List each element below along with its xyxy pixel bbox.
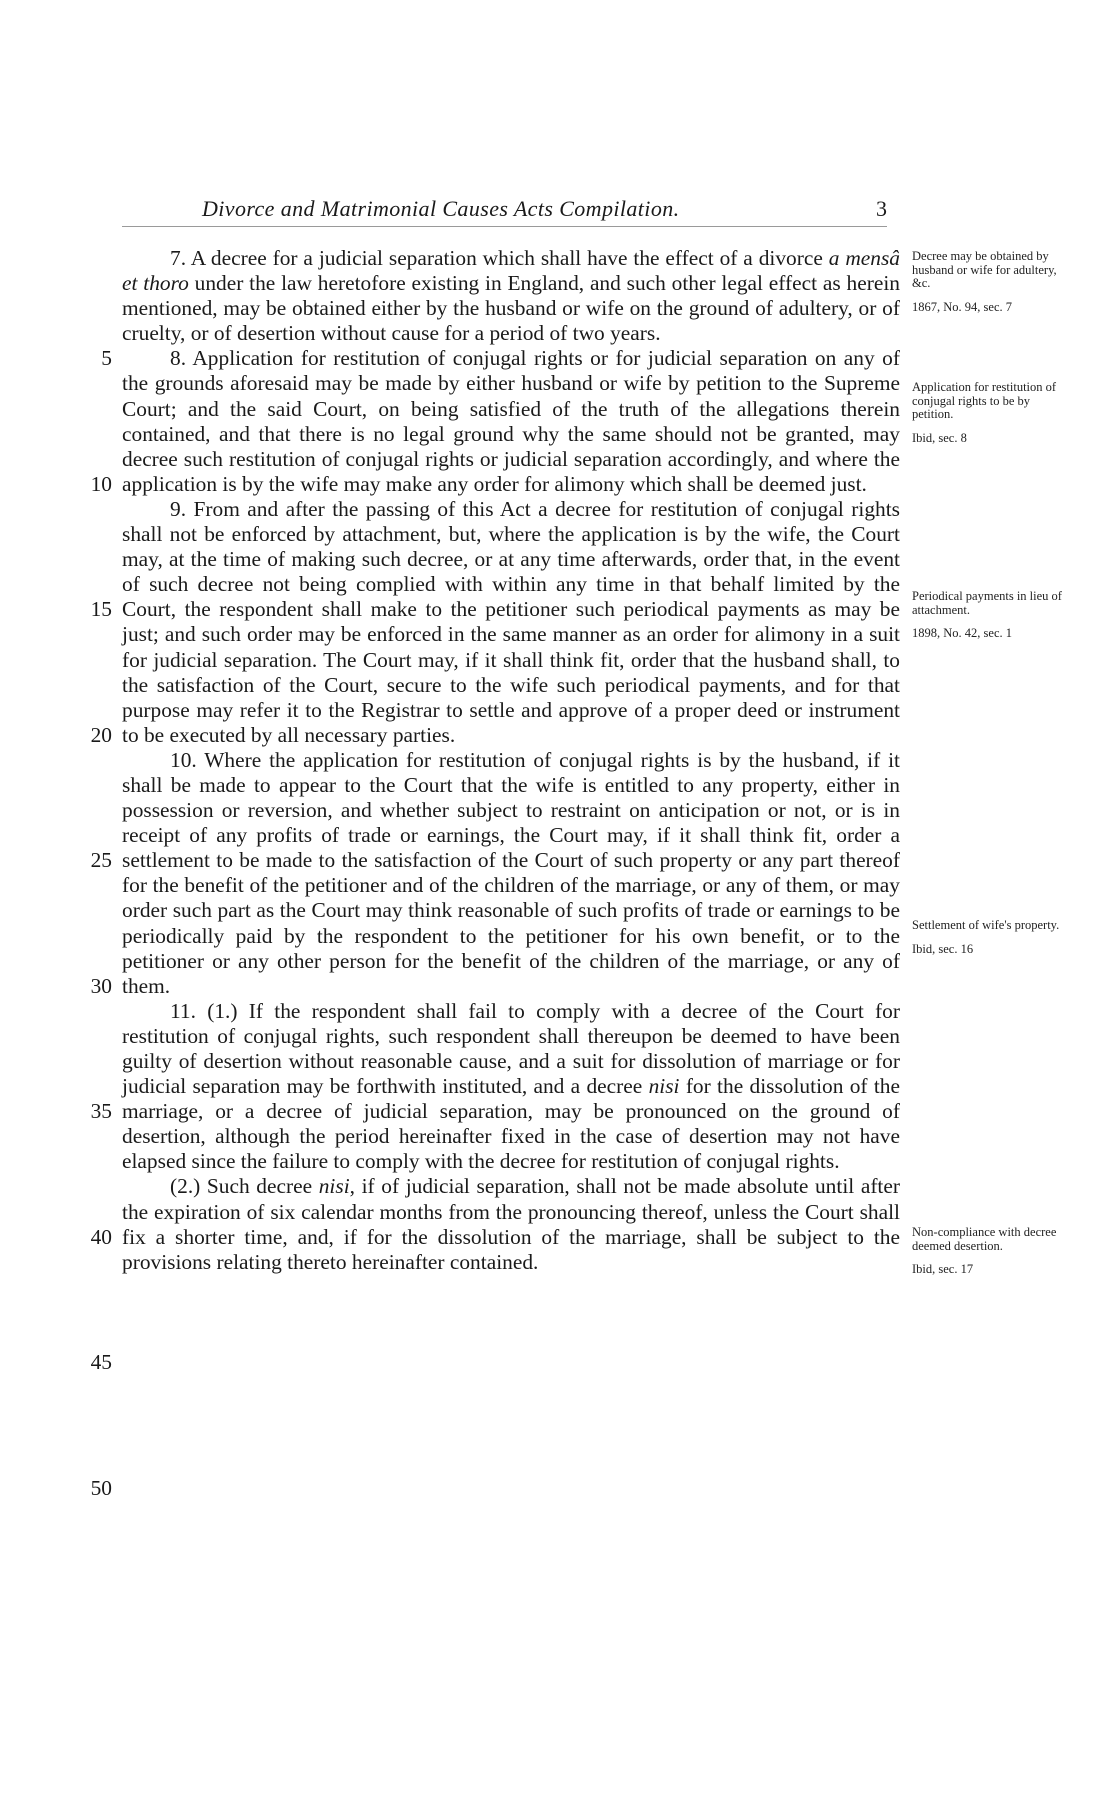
margin-note-text: Settlement of wife's property. — [912, 918, 1060, 932]
line-number — [82, 622, 112, 647]
line-number: 40 — [90, 1224, 112, 1249]
line-number: 10 — [90, 471, 112, 496]
line-number: 45 — [90, 1350, 112, 1375]
line-number — [82, 924, 112, 949]
line-number — [82, 1074, 112, 1099]
margin-note-10 — [912, 919, 1062, 956]
line-number — [82, 1375, 112, 1400]
line-number — [82, 1300, 112, 1325]
margin-citation: Ibid, sec. 8 — [912, 430, 967, 445]
line-number — [82, 898, 112, 923]
line-number — [82, 949, 112, 974]
margin-citation: 1898, No. 42, sec. 1 — [912, 626, 1012, 640]
line-number — [82, 1174, 112, 1199]
latin-phrase: nisi — [648, 1074, 680, 1099]
body-text — [122, 246, 900, 1275]
line-number — [82, 999, 112, 1024]
page-number: 3 — [876, 196, 887, 221]
line-number — [82, 773, 112, 798]
section-7: 7. A decree for a judicial separation which shall have the effect of a divorce a mensâ et thoro under the law heretofore existing in England, and such other legal effect as herein mentioned, may be obtained either by the husband or wife on the ground of adultery, or of cruelty, or of desertion without cause for a period of two years. — [122, 246, 900, 346]
line-numbers — [82, 246, 112, 1501]
line-number — [82, 1275, 112, 1300]
line-number — [82, 1325, 112, 1350]
line-number — [82, 1049, 112, 1074]
line-number — [82, 748, 112, 773]
line-number — [82, 1124, 112, 1149]
section-11-1: 11. (1.) If the respondent shall fail to comply with a decree of the Court for restitution of conjugal rights, such respondent shall thereupon be deemed to have been guilty of desertion without reasonable cause, and a suit for dissolution of marriage or for judicial separation may be forthwith instituted, and a decree nisi for the dissolution of the marriage, or a decree of judicial separation, may be pronounced on the ground of desertion, although the period hereinafter fixed in the case of desertion may not have elapsed since the failure to comply with the decree for restitution of conjugal rights. — [122, 998, 900, 1174]
line-number — [82, 1400, 112, 1425]
line-number — [82, 271, 112, 296]
line-number — [82, 422, 112, 447]
section-10: 10. Where the application for restitution of conjugal rights is by the husband, if it shall be made to appear to the Court that the wife is entitled to any property, either in possession or reversion, and whether subject to restraint on anticipation or not, or is in receipt of any profits of trade or earnings, the Court may, if it shall think fit, order a settlement to be made to the satisfaction of the Court of such property or any part thereof for the benefit of the petitioner and of the children of the marriage, or any of them, or may order such part as the Court may think reasonable of such profits of trade or earnings to be periodically paid by the respondent to the petitioner for his own benefit, or to the petitioner or any other person for the benefit of the children of the marriage, or any of them. — [122, 747, 900, 998]
line-number — [82, 296, 112, 321]
line-number — [82, 1200, 112, 1225]
line-number — [82, 673, 112, 698]
line-number — [82, 823, 112, 848]
margin-note-text: Application for restitution of conjugal rights to be by petition. — [912, 380, 1057, 421]
section-11-2: (2.) Such decree nisi, if of judicial separation, shall not be made absolute until after the expiration of six calendar months from the pronouncing thereof, unless the Court shall fix a shorter time, and, if for the dissolution of the marriage, shall be subject to the provisions relating thereto hereinafter contained. — [122, 1174, 900, 1274]
running-header — [122, 196, 887, 227]
margin-note-text: Decree may be obtained by husband or wife for adultery, &c. — [912, 249, 1057, 290]
margin-citation: Ibid, sec. 16 — [912, 941, 974, 956]
line-number — [82, 572, 112, 597]
margin-note-11 — [912, 1226, 1062, 1277]
line-number — [82, 522, 112, 547]
line-number — [82, 397, 112, 422]
line-number: 50 — [90, 1475, 112, 1500]
line-number — [82, 1149, 112, 1174]
line-number — [82, 798, 112, 823]
line-number — [82, 1250, 112, 1275]
line-number — [82, 1425, 112, 1450]
margin-note-text: Periodical payments in lieu of attachment. — [912, 589, 1062, 617]
section-9: 9. From and after the passing of this Act a decree for restitution of conjugal rights shall not be enforced by attachment, but, where the application is by the wife, the Court may, at the time of making such decree, or at any time afterwards, order that, in the event of such decree not being complied with within any time in that behalf limited by the Court, the respondent shall make to the petitioner such periodical payments as may be just; and such order may be enforced in the same manner as an order for alimony in a suit for judicial separation. The Court may, if it shall think fit, order that the husband shall, to the satisfaction of the Court, secure to the wife such periodical payments, and for that purpose may refer it to the Registrar to settle and approve of a proper deed or instrument to be executed by all necessary parties. — [122, 496, 900, 747]
line-number — [82, 547, 112, 572]
line-number — [82, 371, 112, 396]
line-number — [82, 321, 112, 346]
line-number — [82, 1451, 112, 1476]
header-title: Divorce and Matrimonial Causes Acts Compilation. — [202, 196, 680, 221]
line-number — [82, 648, 112, 673]
margin-note-8 — [912, 381, 1062, 445]
section-8: 8. Application for restitution of conjugal rights or for judicial separation on any of the grounds aforesaid may be made by either husband or wife by petition to the Supreme Court; and the said Court, on being satisfied of the truth of the allegations therein contained, and that there is no legal ground why the same should not be granted, may decree such restitution of conjugal rights or judicial separation accordingly, and where the application is by the wife may make any order for alimony which shall be deemed just. — [122, 346, 900, 496]
line-number — [82, 246, 112, 271]
line-number — [82, 497, 112, 522]
line-number — [82, 698, 112, 723]
latin-phrase: a mensâ et thoro — [122, 246, 900, 296]
line-number: 30 — [90, 973, 112, 998]
margin-citation: 1867, No. 94, sec. 7 — [912, 299, 1012, 314]
margin-note-9 — [912, 590, 1062, 641]
line-number — [82, 873, 112, 898]
line-number: 15 — [90, 597, 112, 622]
margin-note-7 — [912, 250, 1062, 314]
line-number: 5 — [101, 346, 112, 371]
line-number: 20 — [90, 722, 112, 747]
line-number: 25 — [90, 848, 112, 873]
line-number — [82, 447, 112, 472]
line-number: 35 — [90, 1099, 112, 1124]
margin-citation: Ibid, sec. 17 — [912, 1262, 974, 1276]
line-number — [82, 1024, 112, 1049]
margin-note-text: Non-compliance with decree deemed desertion. — [912, 1225, 1057, 1253]
latin-phrase: nisi — [318, 1174, 350, 1199]
